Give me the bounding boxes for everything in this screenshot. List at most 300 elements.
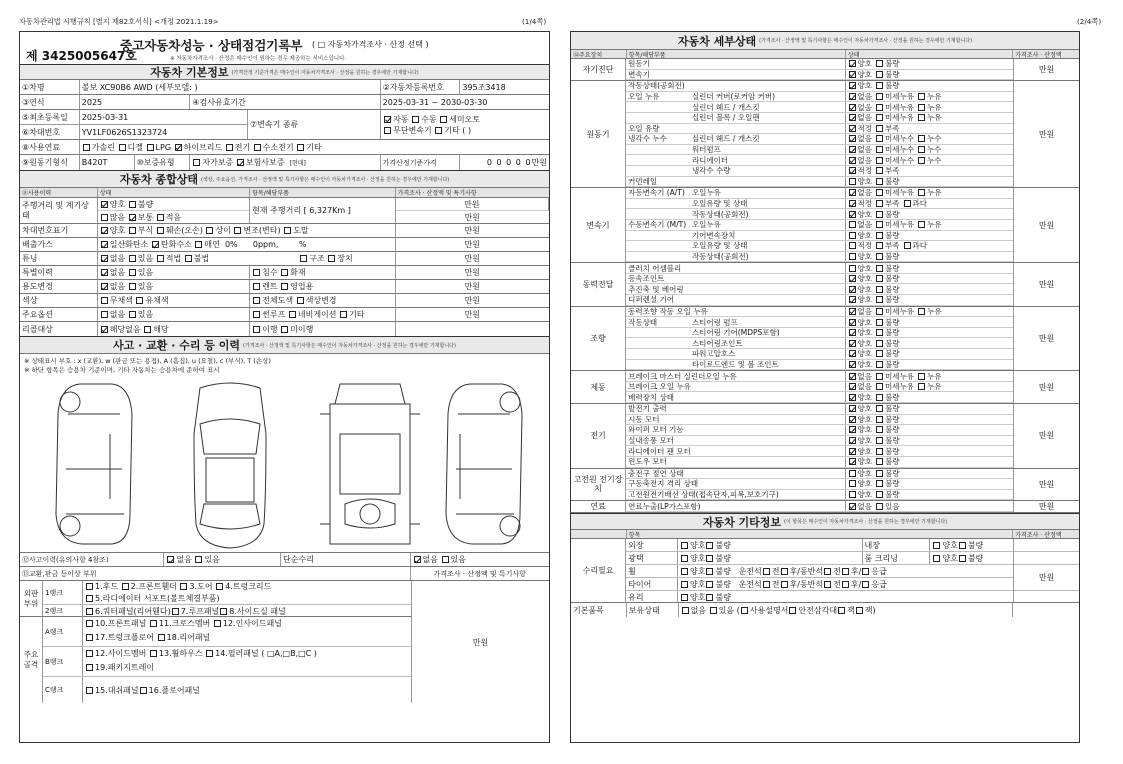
status-checkbox[interactable] [876, 308, 883, 315]
detail-row [626, 338, 1013, 349]
status-checkbox[interactable] [849, 178, 856, 185]
cb-spanner[interactable] [856, 607, 863, 614]
status-checkbox[interactable] [849, 253, 856, 260]
status-checkbox[interactable] [849, 319, 856, 326]
detail-row [626, 404, 1013, 415]
cb-ext-good[interactable] [681, 542, 688, 549]
cb-co[interactable] [101, 241, 108, 248]
cb-ext-bad[interactable] [706, 542, 713, 549]
cb-vin-good[interactable] [101, 227, 108, 234]
detail-item: 시동 모터 [626, 415, 845, 425]
cb-recall-na[interactable] [101, 326, 108, 333]
cb-tire-pr[interactable] [842, 581, 849, 588]
cb-semi[interactable] [440, 116, 447, 123]
status-checkbox[interactable] [876, 104, 883, 111]
cb-manual[interactable] [741, 607, 748, 614]
cb-achro[interactable] [101, 297, 108, 304]
detail-subitem: 오일유량 및 상태 [690, 199, 846, 209]
cb-device[interactable] [328, 255, 335, 262]
status-checkbox[interactable] [876, 470, 883, 477]
row-vin-mark: 차대번호표기 양호 부식 훼손(오손) 상이 변조(변타) 도말 만원 [20, 224, 549, 238]
status-checkbox[interactable] [876, 135, 883, 142]
detail-status: 없음 미세누유 누유 [846, 102, 1014, 112]
cb-p10[interactable] [86, 620, 93, 627]
detail-item [626, 166, 690, 176]
detail-item [626, 360, 690, 370]
status-checkbox[interactable] [918, 135, 925, 142]
detail-price: 만원 [1038, 431, 1055, 441]
detail-row [626, 479, 1013, 490]
status-checkbox[interactable] [849, 157, 856, 164]
detail-item: 작동상태 [628, 317, 658, 327]
detail-status: 양호 불량 [846, 349, 1014, 359]
status-checkbox[interactable] [876, 253, 883, 260]
status-checkbox[interactable] [849, 503, 856, 510]
status-checkbox[interactable] [849, 200, 856, 207]
cb-illegal[interactable] [185, 255, 192, 262]
page-number-2: (2/4쪽) [1077, 17, 1102, 26]
status-checkbox[interactable] [849, 437, 856, 444]
detail-row [626, 209, 1013, 220]
status-checkbox[interactable] [876, 503, 883, 510]
cb-tune-none[interactable] [101, 255, 108, 262]
detail-row [626, 382, 1013, 393]
cb-mileage-good[interactable] [101, 201, 108, 208]
cb-vin-diff[interactable] [206, 227, 213, 234]
cb-simple-none[interactable] [414, 556, 421, 563]
row-mileage: 주행거리 및 계기상태 양호 불량 많음 보통 적음 현재 주행거리 [ 6,327Km ] 만원 만원 [20, 198, 549, 224]
cb-p18[interactable] [158, 634, 165, 641]
status-checkbox[interactable] [876, 82, 883, 89]
cb-p5[interactable] [86, 595, 93, 602]
detail-price: 만원 [1038, 333, 1055, 343]
status-checkbox[interactable] [849, 135, 856, 142]
detail-item [626, 145, 690, 155]
detail-item [626, 252, 690, 262]
detail-header: 자동차 세부상태 (가격조사 · 산정액 및 특기사항은 매수인이 자동차가격조사 · 산정을 원하는 경우에만 기재합니다) [571, 32, 1079, 50]
cb-full-paint[interactable] [253, 297, 260, 304]
detail-status: 양호 불량 [846, 392, 1014, 402]
status-checkbox[interactable] [876, 211, 883, 218]
cb-vin-dmg[interactable] [157, 227, 164, 234]
status-checkbox[interactable] [876, 416, 883, 423]
detail-item: 디퍼렌셜 기어 [626, 295, 845, 305]
cb-struct[interactable] [300, 255, 307, 262]
status-checkbox[interactable] [849, 211, 856, 218]
detail-subitem: 실린더 커버(로커암 커버) [690, 92, 846, 102]
detail-row [626, 436, 1013, 447]
cb-gas[interactable] [83, 144, 90, 151]
detail-row [626, 199, 1013, 210]
row-first-reg [20, 110, 549, 140]
cb-p17[interactable] [86, 634, 93, 641]
status-checkbox[interactable] [876, 394, 883, 401]
label-warranty: ⑩보증유형 [135, 155, 191, 170]
cb-own-exist[interactable] [710, 607, 717, 614]
detail-status: 양호 불량 [846, 317, 1014, 327]
cb-normal[interactable] [129, 214, 136, 221]
detail-subitem: 냉각수 수량 [690, 166, 846, 176]
detail-status: 없음 미세누유 누유 [846, 188, 1014, 198]
page-two [570, 31, 1080, 743]
status-checkbox[interactable] [849, 416, 856, 423]
doc-number: 제 3425005647호 [26, 49, 137, 63]
cb-int-bad[interactable] [959, 542, 966, 549]
detail-item [626, 338, 690, 348]
status-checkbox[interactable] [849, 265, 856, 272]
status-checkbox[interactable] [918, 157, 925, 164]
detail-item: 구동축전지 격리 상태 [626, 479, 845, 489]
status-checkbox[interactable] [876, 383, 883, 390]
detail-group [571, 469, 1079, 502]
cb-wheel-pr[interactable] [842, 568, 849, 575]
cb-wheel-df[interactable] [763, 568, 770, 575]
basic-items: 기본품목 보유상태 없음 있음 ( 사용설명서 안전삼각대 잭 잭 ) [571, 603, 1079, 617]
status-checkbox[interactable] [918, 383, 925, 390]
detail-group [571, 59, 1079, 81]
status-checkbox[interactable] [876, 242, 883, 249]
status-checkbox[interactable] [849, 104, 856, 111]
cb-many[interactable] [101, 214, 108, 221]
law-header: 자동차관리법 시행규칙 [별지 제82호서식] <개정 2021.1.19> [19, 17, 219, 26]
status-checkbox[interactable] [876, 71, 883, 78]
base-price: 0 0 0 0 0 만원 [486, 158, 547, 167]
cb-insurance-warranty[interactable] [237, 159, 244, 166]
detail-row [626, 415, 1013, 426]
detail-row [626, 231, 1013, 242]
cb-wheel-dr[interactable] [781, 568, 788, 575]
detail-subitem: 기어변속장치 [690, 231, 846, 241]
detail-subitem: 오일유량 및 상태 [690, 241, 846, 251]
detail-item: 배력장치 상태 [626, 392, 845, 402]
status-checkbox[interactable] [849, 361, 856, 368]
status-checkbox[interactable] [876, 265, 883, 272]
detail-status: 양호 불량 [846, 436, 1014, 446]
cb-smoke[interactable] [195, 241, 202, 248]
accident-header: 사고 · 교환 · 수리 등 이력 (가격조사 · 산정액 및 특기사항은 매수인이 자동차가격조사 · 산정을 원하는 경우에만 기재합니다) [20, 337, 549, 354]
cb-use-exist[interactable] [129, 283, 136, 290]
status-checkbox[interactable] [849, 242, 856, 249]
status-checkbox[interactable] [849, 286, 856, 293]
cb-opt-none[interactable] [101, 311, 108, 318]
value-reg-no: 395조3418 [462, 82, 506, 92]
cb-p2[interactable] [122, 583, 129, 590]
cb-rent[interactable] [253, 283, 260, 290]
detail-price: 만원 [1038, 129, 1055, 139]
cb-acc-none[interactable] [167, 556, 174, 563]
label-mileage: 주행거리 및 계기상태 [20, 198, 98, 223]
status-checkbox[interactable] [849, 329, 856, 336]
status-checkbox[interactable] [876, 373, 883, 380]
detail-item [626, 199, 690, 209]
status-checkbox[interactable] [876, 178, 883, 185]
status-checkbox[interactable] [876, 157, 883, 164]
status-checkbox[interactable] [876, 232, 883, 239]
detail-subitem: 오일누유 [690, 220, 846, 230]
cb-acc-exist[interactable] [195, 556, 202, 563]
status-checkbox[interactable] [876, 275, 883, 282]
detail-table: ⑭주요장치 항목/해당부품 상태 가격조사 · 산정액 자기진단 원동기 양호 불량 변속기 양호 불량 만원 원동기 작동상태(공회전) 양호 불량 오일 누유 실린더 커버(로커암 커버) 없음 미세누유 누유 실린더 헤드 / 개스킷 없음 미세누유 누유 실린더 블록 / 오일팬 없음 미세누유 누유 오일 유량 적정 부족 냉각수 누수 실린더 헤드 / 개스킷 없음 미세누수 누수 워터펌프 없음 미세누수 누수 라디에이터 없음 미세누수 누수 냉각수 수량 적정 부족 커먼레일 양호 불량 만원 변속기 자동변속기 (A/T) 오일누유 없음 미세누유 누유 오일유량 및 상태 적정 부족 과다 작동상태(공회전) 양호 불량 수동변속기 (M/T) 오일누유 없음 미세누유 누유 기어변속장치 양호 불량 오일유량 및 상태 적정 부족 과다 작동상태(공회전) 양호 불량 만원 동력전달 클러치 어셈블리 양호 불량 등속조인트 양호 불량 추진축 및 베어링 양호 불량 디퍼렌셜 기어 양호 불량 만원 조향 동력조향 작동 오일 누유 없음 미세누유 누유 작동상태 스티어링 펌프 양호 불량 스티어링 기어(MDPS포함) 양호 불량 스티어링조인트 양호 불량 파워고압호스 양호 불량 타이로드엔드 및 볼 조인트 양호 불량 만원 제동 브레이크 마스터 실린더오일 누유 없음 미세누유 누유 브레이크 오일 누유 없음 미세누유 누유 배력장치 상태 양호 불량 만원 전기 발전기 출력 양호 불량 시동 모터 양호 불량 와이퍼 모터 기능 양호 불량 실내송풍 모터 양호 불량 라디에이터 팬 모터 양호 불량 윈도우 모터 양호 불량 만원 고전원 전기장치 충전구 절연 상태 양호 불량 구동축전지 격리 상태 양호 불량 고전원전기배선 상태(접속단자,피복,보호기구) 양호 불량 만원 연료 연료누출(LP가스포함) 없음 있음 만원 [571, 50, 1079, 513]
cb-p13[interactable] [86, 650, 93, 657]
value-first-reg: 2025-03-31 [81, 112, 129, 122]
cb-mileage-bad[interactable] [129, 201, 136, 208]
status-checkbox[interactable] [849, 125, 856, 132]
cb-tire-good[interactable] [681, 581, 688, 588]
cb-hydrogen[interactable] [254, 144, 261, 151]
status-checkbox[interactable] [876, 125, 883, 132]
detail-item [626, 328, 690, 338]
cb-recall-done[interactable] [253, 326, 260, 333]
detail-item: 동력조향 작동 오일 누유 [626, 307, 845, 317]
status-checkbox[interactable] [918, 221, 925, 228]
cb-gloss-good[interactable] [681, 555, 688, 562]
status-checkbox[interactable] [849, 308, 856, 315]
cb-electric[interactable] [226, 144, 233, 151]
status-checkbox[interactable] [849, 221, 856, 228]
status-checkbox[interactable] [876, 286, 883, 293]
status-checkbox[interactable] [876, 480, 883, 487]
status-checkbox[interactable] [849, 350, 856, 357]
status-checkbox[interactable] [876, 221, 883, 228]
cb-auto[interactable] [384, 116, 391, 123]
detail-subitem: 오일누유 [690, 188, 846, 198]
detail-item: 오일 유량 [626, 124, 845, 134]
cb-tire-pf[interactable] [824, 581, 831, 588]
cb-biz[interactable] [281, 283, 288, 290]
cb-p7[interactable] [172, 608, 179, 615]
cb-jack[interactable] [838, 607, 845, 614]
status-checkbox[interactable] [904, 242, 911, 249]
cb-wheel-bad[interactable] [706, 568, 713, 575]
status-checkbox[interactable] [918, 104, 925, 111]
cb-p14[interactable] [150, 650, 157, 657]
status-checkbox[interactable] [849, 426, 856, 433]
status-checkbox[interactable] [876, 296, 883, 303]
cb-recall-notdone[interactable] [281, 326, 288, 333]
status-checkbox[interactable] [876, 189, 883, 196]
detail-status: 없음 미세누수 누수 [846, 145, 1014, 155]
status-checkbox[interactable] [876, 426, 883, 433]
cb-p3[interactable] [180, 583, 187, 590]
status-checkbox[interactable] [849, 82, 856, 89]
detail-row [626, 425, 1013, 436]
cb-few[interactable] [157, 214, 164, 221]
detail-status: 양호 불량 [846, 328, 1014, 338]
cb-cvt[interactable] [384, 127, 391, 134]
cb-manual[interactable] [412, 116, 419, 123]
detail-status: 양호 불량 [846, 479, 1014, 489]
status-checkbox[interactable] [876, 361, 883, 368]
status-checkbox[interactable] [918, 373, 925, 380]
cb-wheel-em[interactable] [862, 568, 869, 575]
detail-row [626, 360, 1013, 371]
detail-row [626, 59, 1013, 70]
cb-special-none[interactable] [101, 269, 108, 276]
status-checkbox[interactable] [849, 167, 856, 174]
detail-status: 적정 부족 [846, 166, 1014, 176]
status-checkbox[interactable] [849, 491, 856, 498]
status-checkbox[interactable] [876, 146, 883, 153]
status-checkbox[interactable] [876, 167, 883, 174]
status-checkbox[interactable] [918, 93, 925, 100]
cb-gloss-bad[interactable] [706, 555, 713, 562]
cb-tire-bad[interactable] [706, 581, 713, 588]
cb-p4[interactable] [216, 583, 223, 590]
cb-lpg[interactable] [147, 144, 154, 151]
row-car-name [20, 80, 549, 95]
status-checkbox[interactable] [876, 340, 883, 347]
status-checkbox[interactable] [849, 405, 856, 412]
cb-p8[interactable] [220, 608, 227, 615]
status-checkbox[interactable] [849, 114, 856, 121]
cb-room-good[interactable] [933, 555, 940, 562]
status-checkbox[interactable] [918, 114, 925, 121]
cb-simple-exist[interactable] [442, 556, 449, 563]
cb-p1[interactable] [86, 583, 93, 590]
detail-status: 양호 불량 [846, 446, 1014, 456]
warranty-options: 자가보증 보험사보증 [현대] [190, 155, 380, 170]
status-checkbox[interactable] [876, 448, 883, 455]
status-checkbox[interactable] [849, 189, 856, 196]
status-checkbox[interactable] [849, 373, 856, 380]
detail-status: 없음 미세누유 누유 [846, 307, 1014, 317]
status-checkbox[interactable] [849, 93, 856, 100]
cb-opt-exist[interactable] [129, 311, 136, 318]
frame-view [320, 384, 420, 544]
cb-chro[interactable] [136, 297, 143, 304]
detail-group [571, 81, 1079, 188]
status-checkbox[interactable] [876, 93, 883, 100]
detail-group [571, 404, 1079, 469]
cb-int-good[interactable] [933, 542, 940, 549]
price-option[interactable]: ( □ 자동차가격조사 · 산정 선택 ) [312, 40, 429, 49]
status-checkbox[interactable] [849, 232, 856, 239]
cb-tune-exist[interactable] [129, 255, 136, 262]
cb-fire[interactable] [281, 269, 288, 276]
cb-triangle[interactable] [789, 607, 796, 614]
cb-color-change[interactable] [297, 297, 304, 304]
row-tuning: 튜닝 없음 있음 적법 불법 구조 장치 만원 [20, 252, 549, 266]
cb-tire-df[interactable] [763, 581, 770, 588]
left-side-view [56, 384, 132, 544]
status-checkbox[interactable] [849, 296, 856, 303]
cb-glass-good[interactable] [681, 594, 688, 601]
detail-row [626, 113, 1013, 124]
status-checkbox[interactable] [849, 60, 856, 67]
status-checkbox[interactable] [876, 200, 883, 207]
cb-tire-dr[interactable] [781, 581, 788, 588]
detail-status: 양호 불량 [846, 231, 1014, 241]
cb-p21[interactable] [140, 687, 147, 694]
status-checkbox[interactable] [849, 470, 856, 477]
cb-p15[interactable] [206, 650, 213, 657]
detail-category: 고전원 전기장치 [571, 469, 626, 501]
status-checkbox[interactable] [849, 458, 856, 465]
cb-nav[interactable] [289, 311, 296, 318]
cb-glass-bad[interactable] [706, 594, 713, 601]
detail-category: 자기진단 [571, 59, 626, 80]
status-checkbox[interactable] [849, 146, 856, 153]
cb-sunroof[interactable] [253, 311, 260, 318]
detail-category: 연료 [571, 501, 626, 512]
cb-p6[interactable] [86, 608, 93, 615]
cb-opt-etc[interactable] [340, 311, 347, 318]
cb-trans-etc[interactable] [435, 127, 442, 134]
status-checkbox[interactable] [876, 319, 883, 326]
detail-row [626, 501, 1013, 512]
status-checkbox[interactable] [849, 275, 856, 282]
cb-flood[interactable] [253, 269, 260, 276]
cb-room-bad[interactable] [959, 555, 966, 562]
status-checkbox[interactable] [849, 383, 856, 390]
detail-group [571, 263, 1079, 306]
status-checkbox[interactable] [876, 60, 883, 67]
detail-item: 변속기 [626, 70, 845, 80]
status-checkbox[interactable] [849, 340, 856, 347]
status-checkbox[interactable] [876, 329, 883, 336]
detail-row [626, 166, 1013, 177]
cb-tire-em[interactable] [862, 581, 869, 588]
detail-status: 양호 불량 [846, 360, 1014, 370]
detail-item: 라디에이터 팬 모터 [626, 446, 845, 456]
detail-row [626, 102, 1013, 113]
status-checkbox[interactable] [918, 146, 925, 153]
cb-self-warranty[interactable] [193, 159, 200, 166]
label-first-reg: ⑤최초등록일 [20, 110, 80, 124]
detail-item: 원동기 [626, 59, 845, 69]
cb-legal[interactable] [157, 255, 164, 262]
cb-vin-stolen[interactable] [284, 227, 291, 234]
detail-item: 클러치 어셈블리 [626, 263, 845, 273]
cb-p11[interactable] [150, 620, 157, 627]
status-checkbox[interactable] [876, 437, 883, 444]
cb-wheel-good[interactable] [681, 568, 688, 575]
status-checkbox[interactable] [876, 458, 883, 465]
status-checkbox[interactable] [849, 480, 856, 487]
cb-diesel[interactable] [119, 144, 126, 151]
detail-row [626, 263, 1013, 274]
status-checkbox[interactable] [849, 394, 856, 401]
status-checkbox[interactable] [849, 71, 856, 78]
detail-row [626, 328, 1013, 339]
cb-p19[interactable] [86, 664, 93, 671]
status-checkbox[interactable] [876, 114, 883, 121]
cb-use-none[interactable] [101, 283, 108, 290]
status-checkbox[interactable] [904, 200, 911, 207]
cb-fuel-etc[interactable] [297, 144, 304, 151]
cb-recall-yes[interactable] [144, 326, 151, 333]
row-special: 특별이력 없음 있음 침수 화재 만원 [20, 266, 549, 280]
status-checkbox[interactable] [849, 448, 856, 455]
cb-p20[interactable] [86, 687, 93, 694]
cb-vin-alter[interactable] [234, 227, 241, 234]
cb-wheel-pf[interactable] [824, 568, 831, 575]
detail-status: 양호 불량 [846, 425, 1014, 435]
cb-vin-corr[interactable] [129, 227, 136, 234]
status-checkbox[interactable] [876, 491, 883, 498]
detail-subitem: 라디에이터 [690, 155, 846, 165]
cb-own-none[interactable] [682, 607, 689, 614]
cb-p12[interactable] [214, 620, 221, 627]
status-checkbox[interactable] [876, 350, 883, 357]
status-checkbox[interactable] [876, 405, 883, 412]
cb-hybrid[interactable] [175, 144, 182, 151]
status-checkbox[interactable] [918, 308, 925, 315]
cb-hc[interactable] [152, 241, 159, 248]
status-checkbox[interactable] [918, 189, 925, 196]
cb-special-exist[interactable] [129, 269, 136, 276]
detail-status: 없음 미세누유 누유 [846, 92, 1014, 102]
